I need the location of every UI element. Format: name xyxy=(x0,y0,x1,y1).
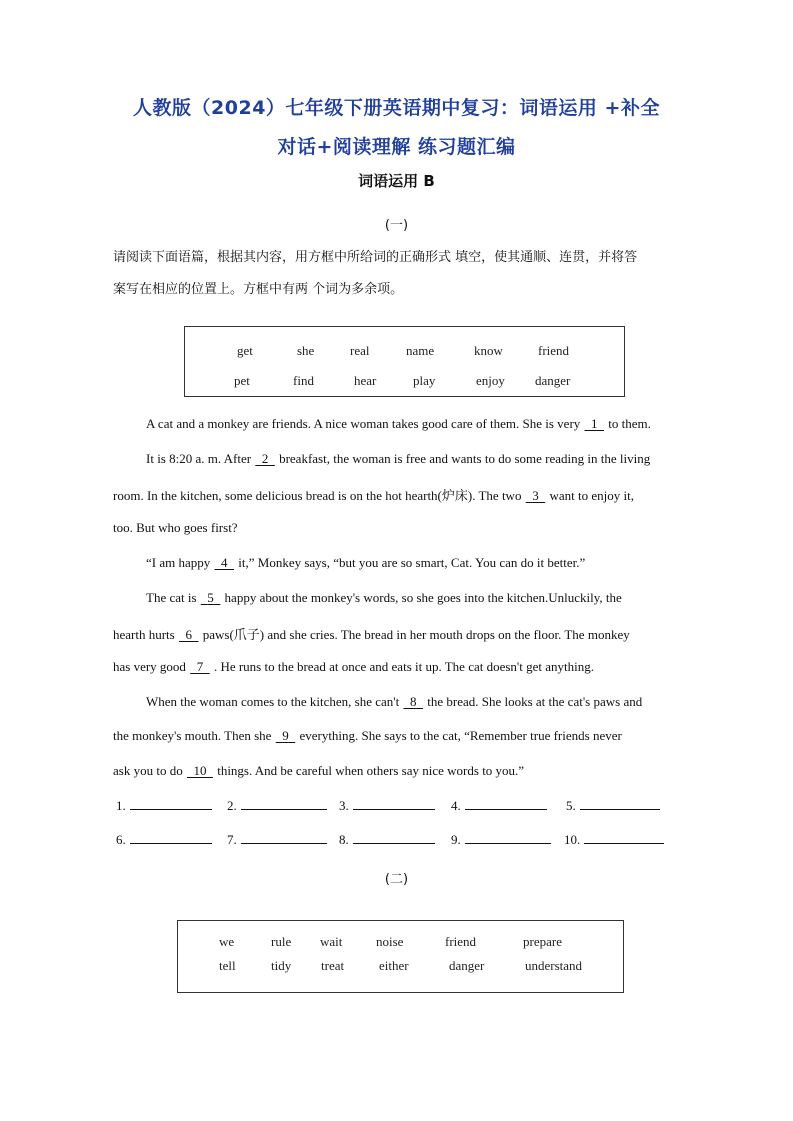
passage-line: has very good 7 . He runs to the bread at once and eats it up. The cat doesn't get anything. xyxy=(113,659,595,674)
word-box-two-item: tidy xyxy=(271,958,292,973)
word-box-two-item: noise xyxy=(376,934,404,949)
passage-line: A cat and a monkey are friends. A nice woman takes good care of them. She is very 1 to them. xyxy=(146,416,651,431)
passage-line: room. In the kitchen, some delicious bread is on the hot hearth(炉床). The two 3 want to enjoy it, xyxy=(113,488,634,503)
word-box-one-item: find xyxy=(293,373,314,388)
word-box-one xyxy=(184,326,625,397)
passage-line: The cat is 5 happy about the monkey's words, so she goes into the kitchen.Unluckily, the xyxy=(146,590,622,605)
passage-line: the monkey's mouth. Then she 9 everything. She says to the cat, “Remember true friends never xyxy=(113,728,622,743)
answer-blank-2[interactable]: 2. xyxy=(227,798,327,814)
passage-line: ask you to do 10 things. And be careful when others say nice words to you.” xyxy=(113,763,525,778)
word-box-one-item: real xyxy=(350,343,370,358)
passage-line: too. But who goes first? xyxy=(113,520,238,535)
word-box-two-item: friend xyxy=(445,934,477,949)
answer-blank-5[interactable]: 5. xyxy=(566,798,660,814)
word-box-one-item: name xyxy=(406,343,435,358)
instruction-line1: 请阅读下面语篇，根据其内容，用方框中所给词的正确形式 填空，使其通顺、连贯，并将答 xyxy=(113,250,638,265)
word-box-one-item: enjoy xyxy=(476,373,505,388)
answer-blank-6[interactable]: 6. xyxy=(116,832,212,848)
answer-blank-10[interactable]: 10. xyxy=(564,832,664,848)
word-box-one-item: she xyxy=(297,343,315,358)
passage-line: When the woman comes to the kitchen, she can't 8 the bread. She looks at the cat's paws and xyxy=(146,694,643,709)
section-two-label: (二) xyxy=(384,872,409,887)
word-box-one-item: friend xyxy=(538,343,570,358)
word-box-one-item: pet xyxy=(234,373,250,388)
word-box-one-item: danger xyxy=(535,373,571,388)
word-box-two-item: prepare xyxy=(523,934,562,949)
word-box-two-item: tell xyxy=(219,958,236,973)
answer-blank-7[interactable]: 7. xyxy=(227,832,327,848)
document-title-line2: 对话+阅读理解 练习题汇编 xyxy=(277,136,516,158)
passage-line: It is 8:20 a. m. After 2 breakfast, the woman is free and wants to do some reading in the living xyxy=(146,451,651,466)
word-box-one-item: know xyxy=(474,343,503,358)
word-box-two-item: danger xyxy=(449,958,485,973)
answer-blank-9[interactable]: 9. xyxy=(451,832,551,848)
word-box-two xyxy=(177,920,624,993)
section-one-label: (一) xyxy=(384,218,409,233)
answer-blank-3[interactable]: 3. xyxy=(339,798,435,814)
instruction-line2: 案写在相应的位置上。方框中有两 个词为多余项。 xyxy=(113,282,404,297)
word-box-two-item: understand xyxy=(525,958,583,973)
word-box-one-item: play xyxy=(413,373,436,388)
section-subtitle: 词语运用 B xyxy=(358,172,435,190)
word-box-two-item: treat xyxy=(321,958,345,973)
word-box-one-item: hear xyxy=(354,373,377,388)
word-box-two-item: wait xyxy=(320,934,343,949)
answer-blank-4[interactable]: 4. xyxy=(451,798,547,814)
answer-blank-1[interactable]: 1. xyxy=(116,798,212,814)
word-box-one-item: get xyxy=(237,343,253,358)
passage-line: “I am happy 4 it,” Monkey says, “but you are so smart, Cat. You can do it better.” xyxy=(146,555,586,570)
word-box-two-item: rule xyxy=(271,934,292,949)
passage-line: hearth hurts 6 paws(爪子) and she cries. The bread in her mouth drops on the floor. The monkey xyxy=(113,627,630,642)
word-box-two-item: we xyxy=(219,934,235,949)
word-box-two-item: either xyxy=(379,958,409,973)
document-title-line1: 人教版（2024）七年级下册英语期中复习：词语运用 +补全 xyxy=(133,97,660,119)
answer-blank-8[interactable]: 8. xyxy=(339,832,435,848)
